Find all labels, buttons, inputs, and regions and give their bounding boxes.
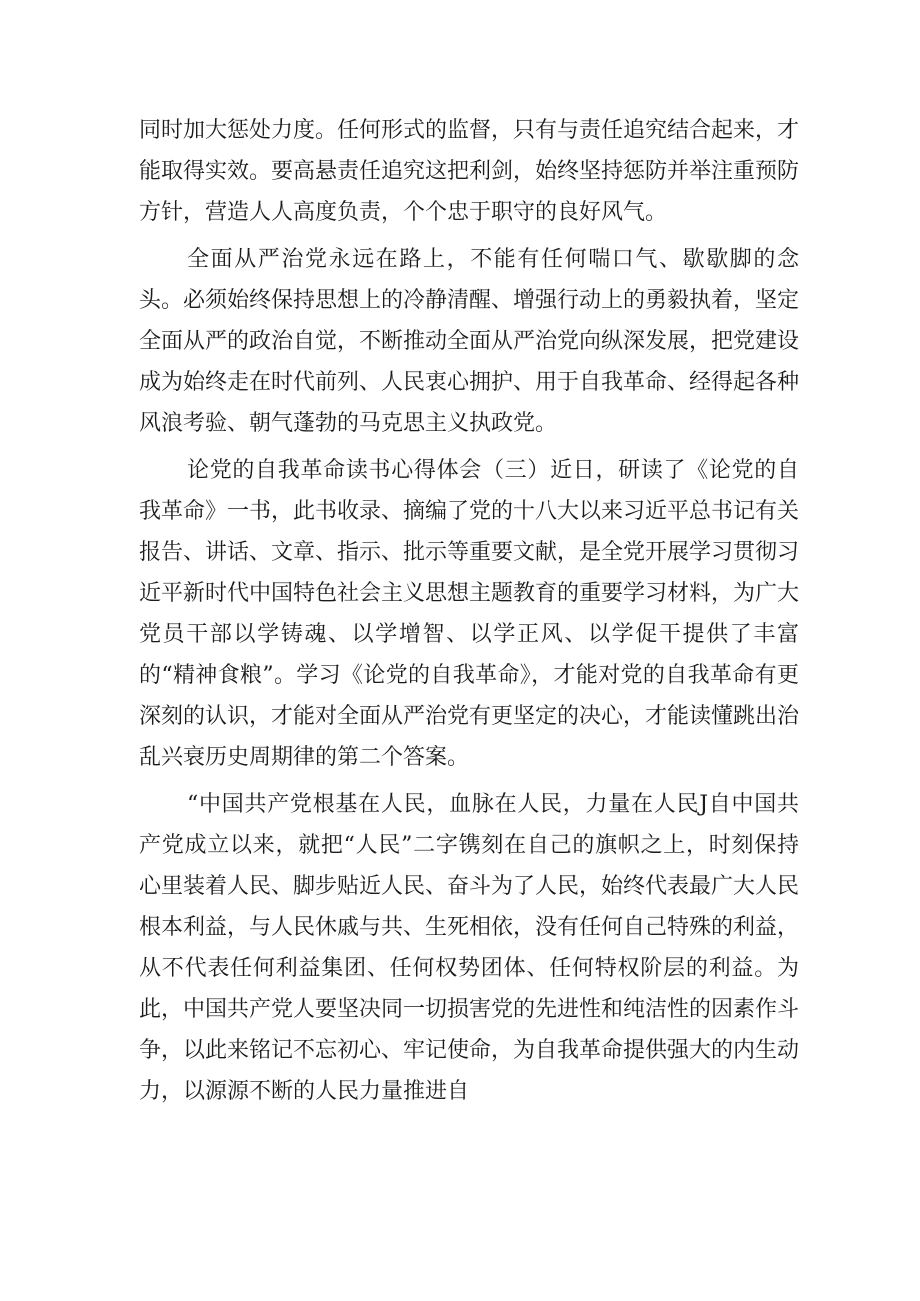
paragraph-1: 同时加大惩处力度。任何形式的监督，只有与责任追究结合起来，才能取得实效。要高悬责任追究这把利剑，始终坚持惩防并举注重预防方针，营造人人高度负责，个个忠于职守的良好风气。 <box>139 118 800 225</box>
paragraph-4: “中国共产党根基在人民，血脉在人民，力量在人民J自中国共产党成立以来，就把“人民”二字镌刻在自己的旗帜之上，时刻保持心里装着人民、脚步贴近人民、奋斗为了人民，始终代表最广大人民根本利益，与人民休戚与共、生死相依，没有任何自己特殊的利益，从不代表任何利益集团、任何权势团体、任何特权阶层的利益。为此，中国共产党人要坚决同一切损害党的先进性和纯洁性的因素作斗争，以此来铭记不忘初心、牢记使命，为自我革命提供强大的内生动力，以源源不断的人民力量推进自 <box>139 792 800 1104</box>
paragraph-3: 论党的自我革命读书心得体会（三）近日，研读了《论党的自我革命》一书，此书收录、摘编了党的十八大以来习近平总书记有关报告、讲话、文章、指示、批示等重要文献，是全党开展学习贯彻习近平新时代中国特色社会主义思想主题教育的重要学习材料，为广大党员干部以学铸魂、以学增智、以学正风、以学促干提供了丰富的“精神食粮”。学习《论党的自我革命》，才能对党的自我革命有更深刻的认识，才能对全面从严治党有更坚定的决心，才能读懂跳出治乱兴衰历史周期律的第二个答案。 <box>139 458 800 770</box>
document-body <box>139 110 799 1118</box>
paragraph-2: 全面从严治党永远在路上，不能有任何喘口气、歇歇脚的念头。必须始终保持思想上的冷静清醒、增强行动上的勇毅执着，坚定全面从严的政治自觉，不断推动全面从严治党向纵深发展，把党建设成为始终走在时代前列、人民衷心拥护、用于自我革命、经得起各种风浪考验、朝气蓬勃的马克思主义执政党。 <box>139 247 800 436</box>
